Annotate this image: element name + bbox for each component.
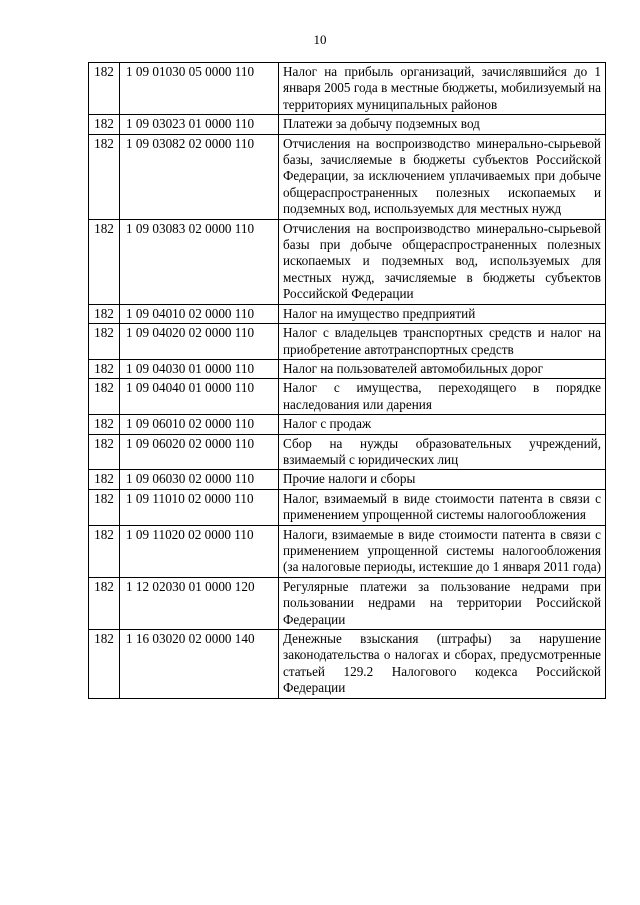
budget-code-cell: 1 09 03023 01 0000 110	[120, 115, 279, 134]
revenue-name-cell: Налог с продаж	[279, 415, 606, 434]
budget-code-cell: 1 09 04030 01 0000 110	[120, 359, 279, 378]
admin-code-cell: 182	[89, 470, 120, 489]
budget-code-cell: 1 09 03083 02 0000 110	[120, 219, 279, 304]
table-row	[89, 577, 606, 629]
budget-code-cell: 1 09 06030 02 0000 110	[120, 470, 279, 489]
budget-code-cell: 1 09 04040 01 0000 110	[120, 379, 279, 415]
table-row	[89, 630, 606, 699]
revenue-name-cell: Налог на прибыль организаций, зачислявшийся до 1 января 2005 года в местные бюджеты, мобилизуемый на территориях муниципальных районов	[279, 63, 606, 115]
budget-code-cell: 1 09 04020 02 0000 110	[120, 324, 279, 360]
table-row	[89, 379, 606, 415]
budget-code-cell: 1 09 06020 02 0000 110	[120, 434, 279, 470]
table-row	[89, 134, 606, 219]
budget-code-cell: 1 09 03082 02 0000 110	[120, 134, 279, 219]
table-row	[89, 525, 606, 577]
page-number: 10	[313, 32, 327, 47]
revenue-name-cell: Налог на имущество предприятий	[279, 304, 606, 323]
budget-code-cell: 1 09 04010 02 0000 110	[120, 304, 279, 323]
revenue-name-cell: Платежи за добычу подземных вод	[279, 115, 606, 134]
revenue-name-cell: Налоги, взимаемые в виде стоимости патента в связи с применением упрощенной системы налогообложения (за налоговые периоды, истекшие до 1 января 2011 года)	[279, 525, 606, 577]
table-row	[89, 304, 606, 323]
table-row	[89, 115, 606, 134]
table-row	[89, 489, 606, 525]
revenue-name-cell: Сбор на нужды образовательных учреждений, взимаемый с юридических лиц	[279, 434, 606, 470]
admin-code-cell: 182	[89, 219, 120, 304]
budget-code-cell: 1 12 02030 01 0000 120	[120, 577, 279, 629]
revenue-name-cell: Налог с имущества, переходящего в порядке наследования или дарения	[279, 379, 606, 415]
table-row	[89, 324, 606, 360]
admin-code-cell: 182	[89, 415, 120, 434]
revenue-name-cell: Денежные взыскания (штрафы) за нарушение законодательства о налогах и сборах, предусмотренные статьей 129.2 Налогового кодекса Российской Федерации	[279, 630, 606, 699]
budget-code-cell: 1 16 03020 02 0000 140	[120, 630, 279, 699]
revenue-codes-table	[88, 62, 606, 699]
admin-code-cell: 182	[89, 577, 120, 629]
budget-code-cell: 1 09 11010 02 0000 110	[120, 489, 279, 525]
table-row	[89, 359, 606, 378]
revenue-name-cell: Налог на пользователей автомобильных дорог	[279, 359, 606, 378]
admin-code-cell: 182	[89, 304, 120, 323]
revenue-name-cell: Регулярные платежи за пользование недрами при пользовании недрами на территории Российской Федерации	[279, 577, 606, 629]
revenue-name-cell: Налог с владельцев транспортных средств и налог на приобретение автотранспортных средств	[279, 324, 606, 360]
budget-code-cell: 1 09 06010 02 0000 110	[120, 415, 279, 434]
revenue-name-cell: Отчисления на воспроизводство минерально-сырьевой базы при добыче общераспространенных полезных ископаемых и подземных вод, используемых для местных нужд, зачисляемые в бюджеты субъектов Российской Федерации	[279, 219, 606, 304]
admin-code-cell: 182	[89, 63, 120, 115]
budget-code-cell: 1 09 01030 05 0000 110	[120, 63, 279, 115]
admin-code-cell: 182	[89, 115, 120, 134]
revenue-name-cell: Налог, взимаемый в виде стоимости патента в связи с применением упрощенной системы налогообложения	[279, 489, 606, 525]
table-row	[89, 63, 606, 115]
admin-code-cell: 182	[89, 379, 120, 415]
table-row	[89, 415, 606, 434]
table-row	[89, 219, 606, 304]
revenue-name-cell: Отчисления на воспроизводство минерально-сырьевой базы, зачисляемые в бюджеты субъектов Российской Федерации, за исключением уплачиваемых при добыче общераспространенных полезных ископаемых и подземных вод, используемых для местных нужд	[279, 134, 606, 219]
admin-code-cell: 182	[89, 434, 120, 470]
admin-code-cell: 182	[89, 525, 120, 577]
admin-code-cell: 182	[89, 134, 120, 219]
admin-code-cell: 182	[89, 630, 120, 699]
admin-code-cell: 182	[89, 324, 120, 360]
table-row	[89, 470, 606, 489]
budget-code-cell: 1 09 11020 02 0000 110	[120, 525, 279, 577]
table-row	[89, 434, 606, 470]
revenue-name-cell: Прочие налоги и сборы	[279, 470, 606, 489]
admin-code-cell: 182	[89, 359, 120, 378]
admin-code-cell: 182	[89, 489, 120, 525]
